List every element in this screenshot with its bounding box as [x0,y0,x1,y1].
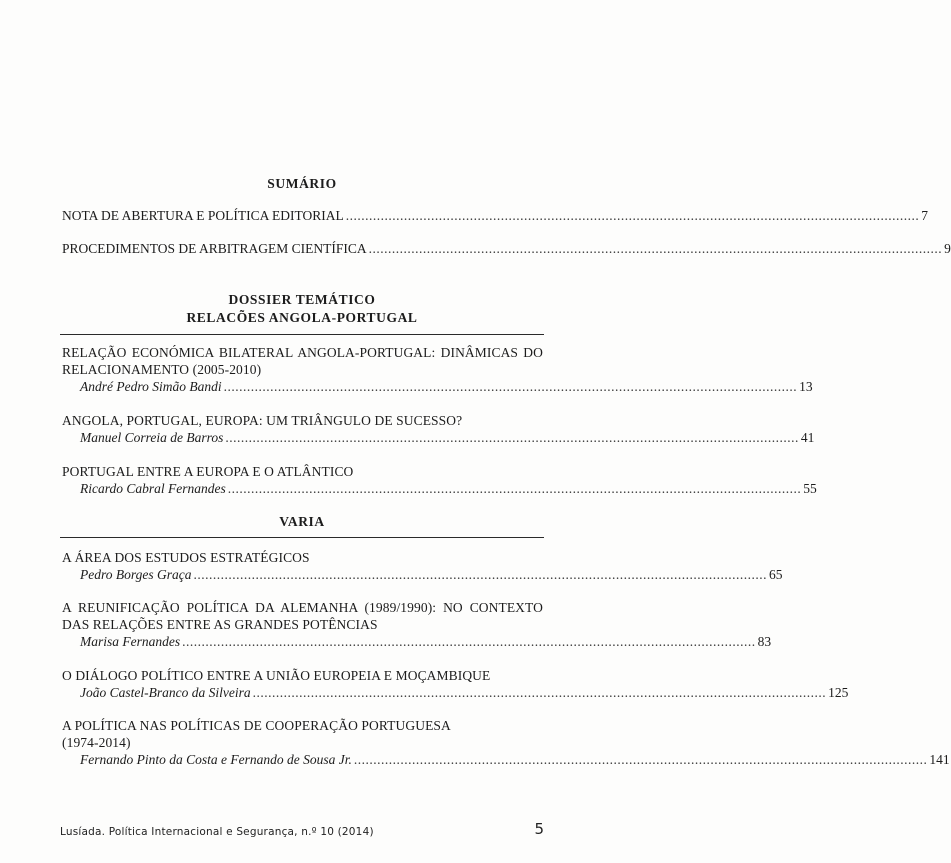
toc-entry-author-line[interactable] [80,429,815,446]
toc-entry-author-line[interactable] [80,684,849,701]
toc-entry-title-german-reunification[interactable]: A REUNIFICAÇÃO POLÍTICA DA ALEMANHA (1989/1990): NO CONTEXTO DAS RELAÇÕES ENTRE AS GRANDES POTÊNCIAS [62,600,543,632]
entry-title: NOTA DE ABERTURA E POLÍTICA EDITORIAL [62,208,344,223]
entry-author: Ricardo Cabral Fernandes [80,481,226,496]
toc-entry-author-line[interactable] [80,566,783,583]
entry-page-number: 141 [929,752,950,767]
toc-entry-title-triangle[interactable]: ANGOLA, PORTUGAL, EUROPA: UM TRIÂNGULO DE SUCESSO? [62,413,463,428]
entry-page-number: 7 [921,208,928,223]
toc-entry-title-angola-economic[interactable]: RELAÇÃO ECONÓMICA BILATERAL ANGOLA-PORTUGAL: DINÂMICAS DO RELACIONAMENTO (2005-2010) [62,345,543,377]
dot-leader: .................................................................................................................................................... [353,752,928,767]
toc-entry-author-line[interactable] [80,480,817,497]
toc-entry-arbitration[interactable] [62,240,951,257]
dot-leader: .................................................................................................................................................... [368,241,943,256]
dot-leader: .................................................................................................................................................... [225,430,799,445]
section-divider [60,537,544,538]
toc-entry-editorial-note[interactable] [62,207,928,224]
entry-author: Marisa Fernandes [80,634,181,649]
dot-leader: .................................................................................................................................................... [193,567,767,582]
varia-heading: VARIA [279,514,325,529]
entry-page-number: 83 [757,634,772,649]
page-number: 5 [534,820,544,838]
entry-page-number: 65 [768,567,783,582]
entry-author: André Pedro Simão Bandi [80,379,222,394]
entry-page-number: 13 [799,379,813,394]
dot-leader: .................................................................................................................................................... [252,685,827,700]
section-divider [60,334,544,335]
dot-leader: .................................................................................................................................................... [182,634,756,649]
entry-author: Manuel Correia de Barros [80,430,224,445]
toc-entry-author-line[interactable] [80,633,772,650]
entry-title: PROCEDIMENTOS DE ARBITRAGEM CIENTÍFICA [62,241,367,256]
entry-author: Fernando Pinto da Costa e Fernando de Sousa Jr. [80,752,352,767]
dossier-subheading: RELACÕES ANGOLA-PORTUGAL [186,310,418,325]
toc-entry-author-line[interactable] [80,378,813,395]
entry-author: Pedro Borges Graça [80,567,192,582]
dossier-heading: DOSSIER TEMÁTICO [228,292,376,307]
dot-leader: .................................................................................................................................................... [223,379,798,394]
dot-leader: .................................................................................................................................................... [227,481,802,496]
entry-page-number: 9 [944,241,951,256]
toc-entry-title-cooperation-policies[interactable]: A POLÍTICA NAS POLÍTICAS DE COOPERAÇÃO PORTUGUESA (1974-2014) [62,718,451,750]
toc-entry-title-strategic-studies[interactable]: A ÁREA DOS ESTUDOS ESTRATÉGICOS [62,550,310,565]
toc-entry-author-line[interactable] [80,751,950,768]
summary-title: SUMÁRIO [267,176,337,191]
dot-leader: .................................................................................................................................................... [345,208,920,223]
journal-footer: Lusíada. Política Internacional e Segurança, n.º 10 (2014) [60,826,374,838]
entry-page-number: 41 [800,430,815,445]
entry-page-number: 125 [828,685,849,700]
toc-entry-title-eu-mozambique[interactable]: O DIÁLOGO POLÍTICO ENTRE A UNIÃO EUROPEIA E MOÇAMBIQUE [62,668,491,683]
entry-author: João Castel-Branco da Silveira [80,685,251,700]
toc-entry-title-europe-atlantic[interactable]: PORTUGAL ENTRE A EUROPA E O ATLÂNTICO [62,464,354,479]
entry-page-number: 55 [803,481,817,496]
